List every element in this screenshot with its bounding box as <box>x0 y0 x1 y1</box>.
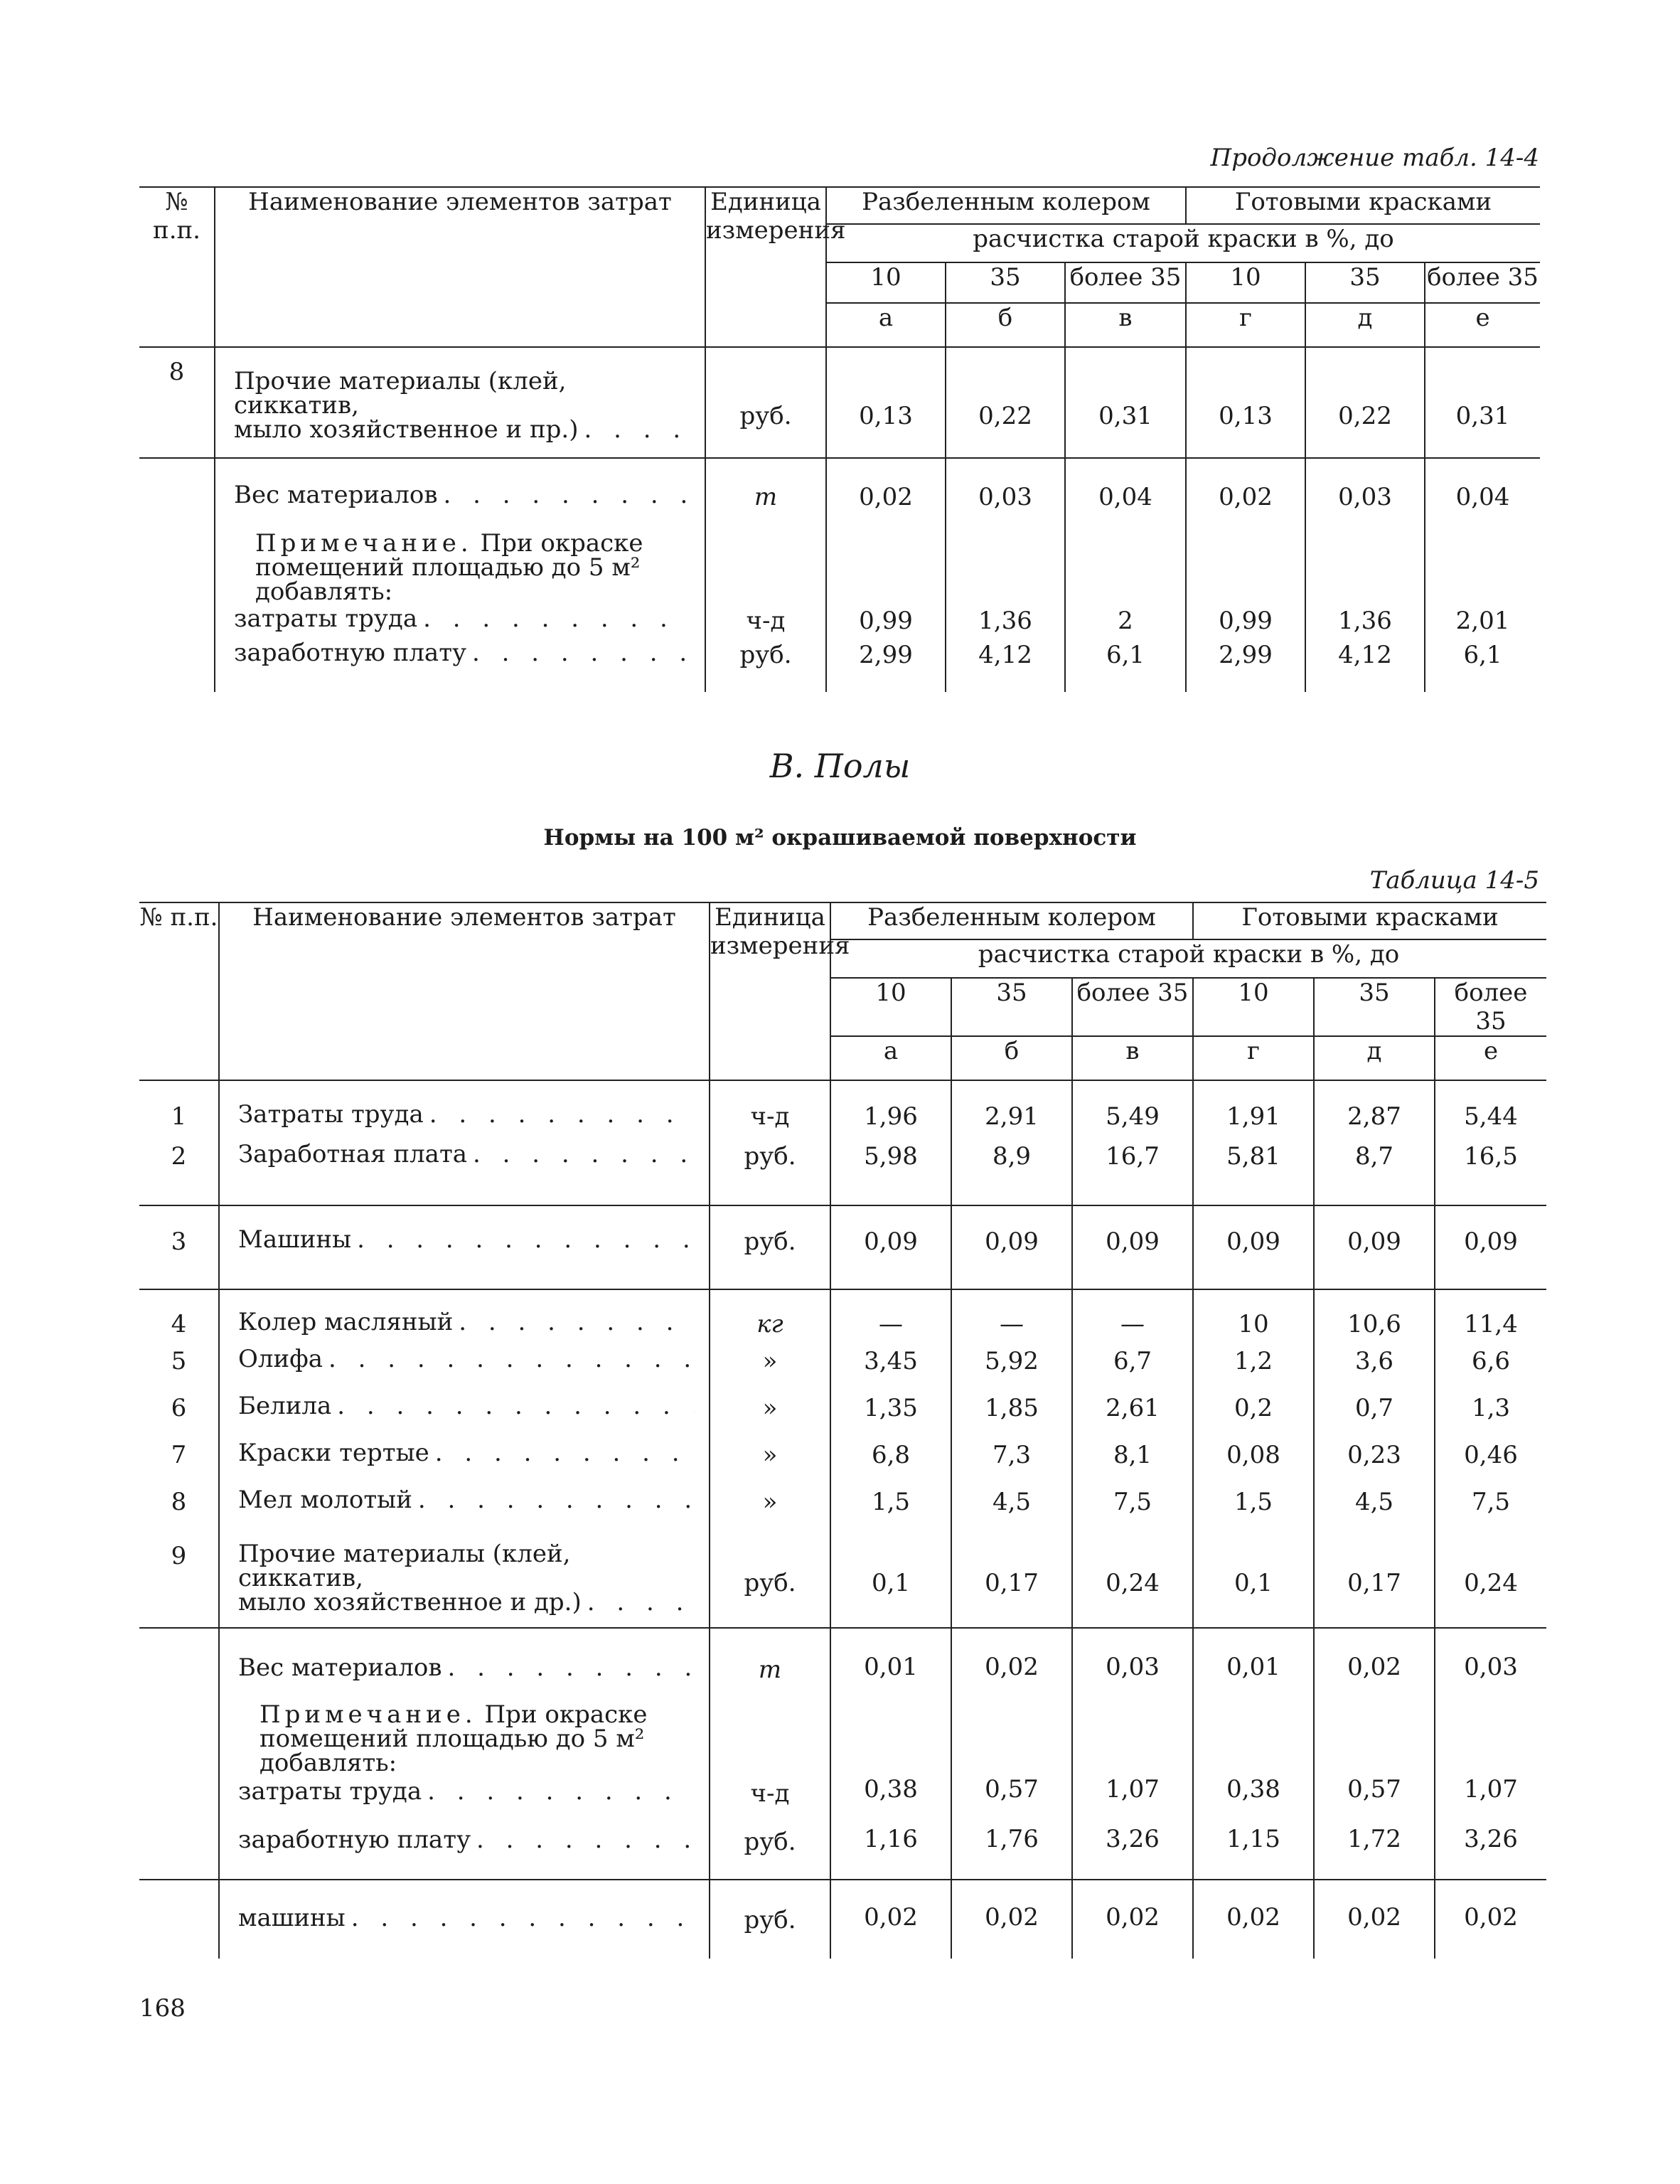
header-letter: в <box>1065 303 1186 347</box>
value-cell: 0,46 <box>1464 1441 1518 1469</box>
row-unit: т <box>705 458 826 518</box>
note-row <box>139 1690 1546 1775</box>
value-cell: 0,03 <box>1305 458 1425 518</box>
value-cell: 5,81 <box>1193 1142 1314 1205</box>
header-group-ready: Готовыми красками <box>1186 187 1540 224</box>
value-cell: 0,57 <box>1314 1775 1435 1825</box>
value-cell: 0,02 <box>1186 458 1305 518</box>
value-cell: 1,07 <box>1464 1775 1518 1804</box>
header-pct: более 35 <box>1425 262 1540 303</box>
norms-title: Нормы на 100 м² окрашиваемой поверхности <box>543 825 1137 851</box>
value-cell: 4,12 <box>1305 641 1425 692</box>
note-heading: Примечание. <box>260 1700 477 1729</box>
note-heading: Примечание. <box>255 529 473 558</box>
row-number: 5 <box>139 1347 219 1394</box>
value-cell: 0,22 <box>946 347 1065 458</box>
row-number: 8 <box>139 347 215 458</box>
value-cell: 0,38 <box>1193 1775 1314 1825</box>
row-name: Краски тертые <box>238 1439 429 1467</box>
header-letter: г <box>1193 1036 1314 1080</box>
value-cell: 1,5 <box>1193 1488 1314 1528</box>
value-cell: 2,99 <box>826 641 946 692</box>
value-cell: 5,92 <box>951 1347 1072 1394</box>
note-text: При окраске помещений площадью до 5 м² добавлять: <box>260 1700 648 1777</box>
value-cell: 0,04 <box>1065 458 1186 518</box>
row-number: 1 <box>139 1080 219 1142</box>
header-letter: д <box>1314 1036 1435 1080</box>
row-name-cont: мыло хозяйственное и пр.) <box>234 415 579 444</box>
value-cell: 0,02 <box>826 458 946 518</box>
value-cell: — <box>951 1289 1072 1347</box>
value-cell: 16,5 <box>1464 1142 1518 1171</box>
value-cell: 0,31 <box>1065 347 1186 458</box>
value-cell: 1,96 <box>830 1080 951 1142</box>
value-cell: 10,6 <box>1314 1289 1435 1347</box>
table-row <box>139 604 1540 641</box>
row-unit: ч-д <box>705 604 826 641</box>
row-unit: ч-д <box>710 1080 830 1142</box>
value-cell: 0,57 <box>951 1775 1072 1825</box>
header-pct: более 35 <box>1435 978 1546 1036</box>
value-cell: 0,09 <box>1314 1205 1435 1289</box>
row-number: 8 <box>139 1488 219 1528</box>
row-name: Мел молотый <box>238 1486 412 1514</box>
value-cell: 0,02 <box>830 1880 951 1959</box>
value-cell: 0,24 <box>1464 1569 1518 1597</box>
value-cell: 0,17 <box>951 1528 1072 1628</box>
header-pct: 35 <box>1305 262 1425 303</box>
value-cell: 3,26 <box>1072 1825 1193 1880</box>
table-row <box>139 1142 1546 1205</box>
header-group-diluted: Разбеленным колером <box>826 187 1186 224</box>
value-cell: 0,24 <box>1072 1528 1193 1628</box>
row-unit: руб. <box>710 1205 830 1289</box>
value-cell: 4,5 <box>1314 1488 1435 1528</box>
row-unit: » <box>710 1347 830 1394</box>
value-cell: 2,91 <box>951 1080 1072 1142</box>
value-cell: 1,5 <box>830 1488 951 1528</box>
value-cell: 6,8 <box>830 1441 951 1488</box>
header-letter: в <box>1072 1036 1193 1080</box>
row-unit: руб. <box>710 1528 830 1628</box>
table-row <box>139 1775 1546 1825</box>
value-cell: 0,7 <box>1314 1394 1435 1441</box>
table-row <box>139 1628 1546 1690</box>
table-row <box>139 1205 1546 1289</box>
value-cell: 1,16 <box>830 1825 951 1880</box>
value-cell: 4,12 <box>946 641 1065 692</box>
table-row <box>139 1880 1546 1959</box>
row-unit: » <box>710 1394 830 1441</box>
row-name: Вес материалов <box>238 1653 442 1682</box>
value-cell: 0,2 <box>1193 1394 1314 1441</box>
value-cell: 0,31 <box>1425 347 1540 458</box>
value-cell: 3,26 <box>1464 1825 1518 1853</box>
value-cell: 11,4 <box>1435 1289 1546 1347</box>
value-cell: 1,35 <box>830 1394 951 1441</box>
value-cell: 0,09 <box>830 1205 951 1289</box>
value-cell: 8,9 <box>951 1142 1072 1205</box>
value-cell: 3,45 <box>830 1347 951 1394</box>
row-unit: руб. <box>705 347 826 458</box>
value-cell: 2,61 <box>1072 1394 1193 1441</box>
value-cell: 0,09 <box>1072 1205 1193 1289</box>
value-cell: 5,44 <box>1435 1080 1546 1142</box>
value-cell: 4,5 <box>951 1488 1072 1528</box>
value-cell: 0,01 <box>1193 1628 1314 1690</box>
header-pct: 10 <box>1186 262 1305 303</box>
value-cell: 1,76 <box>951 1825 1072 1880</box>
value-cell: 10 <box>1193 1289 1314 1347</box>
value-cell: 0,99 <box>1186 604 1305 641</box>
header-letter: д <box>1305 303 1425 347</box>
value-cell: 0,1 <box>1193 1528 1314 1628</box>
table-row <box>139 1488 1546 1528</box>
value-cell: 2,01 <box>1455 607 1510 635</box>
row-number: 2 <box>139 1142 219 1205</box>
value-cell: 5,49 <box>1072 1080 1193 1142</box>
row-name: Затраты труда <box>238 1100 424 1129</box>
value-cell: 0,08 <box>1193 1441 1314 1488</box>
value-cell: 0,99 <box>826 604 946 641</box>
value-cell: 0,02 <box>1435 1880 1546 1959</box>
value-cell: 0,02 <box>1314 1880 1435 1959</box>
value-cell: 0,03 <box>1435 1628 1546 1690</box>
table-row <box>139 1394 1546 1441</box>
value-cell: 0,17 <box>1314 1528 1435 1628</box>
value-cell: 0,1 <box>830 1528 951 1628</box>
table-row <box>139 347 1540 458</box>
header-unit: Единица измерения <box>710 902 830 1080</box>
row-unit: » <box>710 1488 830 1528</box>
value-cell: 0,01 <box>830 1628 951 1690</box>
row-name: Олифа <box>238 1345 323 1373</box>
table-14-5 <box>139 902 1546 1959</box>
row-name: Машины <box>238 1225 352 1254</box>
table-row <box>139 1825 1546 1880</box>
header-group-diluted: Разбеленным колером <box>830 902 1193 939</box>
value-cell: 7,5 <box>1072 1488 1193 1528</box>
table-14-4-continuation <box>139 186 1540 692</box>
table-row <box>139 641 1540 692</box>
header-pct: 10 <box>826 262 946 303</box>
value-cell: 3,6 <box>1314 1347 1435 1394</box>
header-letter: а <box>830 1036 951 1080</box>
value-cell: 6,7 <box>1072 1347 1193 1394</box>
note-text: При окраске помещений площадью до 5 м² добавлять: <box>255 529 643 606</box>
table-row <box>139 1289 1546 1347</box>
value-cell: 0,09 <box>951 1205 1072 1289</box>
header-name: Наименование элементов затрат <box>219 902 710 1080</box>
value-cell: 0,02 <box>1193 1880 1314 1959</box>
value-cell: 5,98 <box>830 1142 951 1205</box>
header-letter: б <box>951 1036 1072 1080</box>
header-letter: е <box>1475 304 1490 332</box>
value-cell: 6,1 <box>1065 641 1186 692</box>
value-cell: 2,99 <box>1186 641 1305 692</box>
row-name: Колер масляный <box>238 1308 454 1336</box>
row-name: Белила <box>238 1392 332 1420</box>
value-cell: 1,2 <box>1193 1347 1314 1394</box>
value-cell: — <box>830 1289 951 1347</box>
header-pct: более 35 <box>1072 978 1193 1036</box>
note-row <box>139 518 1540 604</box>
header-nomer: № п.п. <box>139 902 219 1080</box>
value-cell: 0,38 <box>830 1775 951 1825</box>
header-pct: более 35 <box>1065 262 1186 303</box>
value-cell: 8,1 <box>1072 1441 1193 1488</box>
row-number: 9 <box>139 1528 219 1628</box>
value-cell: 0,23 <box>1314 1441 1435 1488</box>
row-number: 7 <box>139 1441 219 1488</box>
header-letter: г <box>1186 303 1305 347</box>
header-subheader: расчистка старой краски в %, до <box>830 939 1546 978</box>
value-cell: 0,02 <box>951 1880 1072 1959</box>
continuation-title: Продолжение табл. 14-4 <box>1210 144 1539 172</box>
value-cell: 16,7 <box>1072 1142 1193 1205</box>
value-cell: 2 <box>1065 604 1186 641</box>
row-name: Заработная плата <box>238 1140 468 1168</box>
header-pct: 35 <box>1314 978 1435 1036</box>
value-cell: 1,72 <box>1314 1825 1435 1880</box>
header-letter: б <box>946 303 1065 347</box>
row-number: 3 <box>139 1205 219 1289</box>
value-cell: 7,3 <box>951 1441 1072 1488</box>
header-pct: 35 <box>951 978 1072 1036</box>
row-number: 4 <box>139 1289 219 1347</box>
row-name: затраты труда <box>234 604 418 633</box>
value-cell: 0,03 <box>946 458 1065 518</box>
row-unit: руб. <box>705 641 826 692</box>
value-cell: 2,87 <box>1314 1080 1435 1142</box>
value-cell: 1,07 <box>1072 1775 1193 1825</box>
value-cell: 0,13 <box>826 347 946 458</box>
value-cell: 1,85 <box>951 1394 1072 1441</box>
value-cell: 0,09 <box>1435 1205 1546 1289</box>
header-pct: 10 <box>830 978 951 1036</box>
value-cell: 1,15 <box>1193 1825 1314 1880</box>
row-name: Прочие материалы (клей, сиккатив, <box>234 367 567 420</box>
row-unit: руб. <box>710 1142 830 1205</box>
value-cell: 0,22 <box>1305 347 1425 458</box>
row-name: затраты труда <box>238 1777 422 1806</box>
header-unit: Единица измерения <box>705 187 826 347</box>
value-cell: 6,6 <box>1471 1347 1511 1375</box>
row-unit: кг <box>710 1289 830 1347</box>
header-nomer: № п.п. <box>139 187 215 347</box>
section-title: В. Полы <box>769 747 911 785</box>
row-name: заработную плату <box>234 639 467 667</box>
value-cell: 0,03 <box>1072 1628 1193 1690</box>
table-row <box>139 1347 1546 1394</box>
row-name: заработную плату <box>238 1826 471 1854</box>
value-cell: — <box>1072 1289 1193 1347</box>
table-title: Таблица 14-5 <box>1369 866 1539 895</box>
row-unit: т <box>710 1628 830 1690</box>
table-row <box>139 458 1540 518</box>
row-name: Вес материалов <box>234 481 438 509</box>
row-number: 6 <box>139 1394 219 1441</box>
row-unit: ч-д <box>710 1775 830 1825</box>
value-cell: 0,02 <box>951 1628 1072 1690</box>
value-cell: 1,91 <box>1193 1080 1314 1142</box>
table-row <box>139 1528 1546 1628</box>
page-number: 168 <box>139 1994 186 2023</box>
value-cell: 8,7 <box>1314 1142 1435 1205</box>
row-name-cont: мыло хозяйственное и др.) <box>238 1588 582 1616</box>
header-name: Наименование элементов затрат <box>215 187 705 347</box>
header-group-ready: Готовыми красками <box>1193 902 1546 939</box>
header-letter: е <box>1483 1037 1499 1065</box>
row-name: Прочие материалы (клей, сиккатив, <box>238 1540 571 1592</box>
table-row <box>139 1441 1546 1488</box>
row-name: машины <box>238 1904 346 1932</box>
row-unit: руб. <box>710 1880 830 1959</box>
value-cell: 1,3 <box>1471 1394 1511 1422</box>
value-cell: 0,09 <box>1193 1205 1314 1289</box>
value-cell: 0,02 <box>1314 1628 1435 1690</box>
header-subheader: расчистка старой краски в %, до <box>826 224 1540 262</box>
row-unit: » <box>710 1441 830 1488</box>
value-cell: 7,5 <box>1471 1488 1511 1516</box>
header-letter: а <box>826 303 946 347</box>
value-cell: 1,36 <box>1305 604 1425 641</box>
value-cell: 6,1 <box>1463 641 1502 669</box>
value-cell: 0,02 <box>1072 1880 1193 1959</box>
header-pct: 35 <box>946 262 1065 303</box>
value-cell: 0,04 <box>1425 458 1540 518</box>
table-row <box>139 1080 1546 1142</box>
value-cell: 0,13 <box>1186 347 1305 458</box>
row-unit: руб. <box>710 1825 830 1880</box>
value-cell: 1,36 <box>946 604 1065 641</box>
header-pct: 10 <box>1193 978 1314 1036</box>
